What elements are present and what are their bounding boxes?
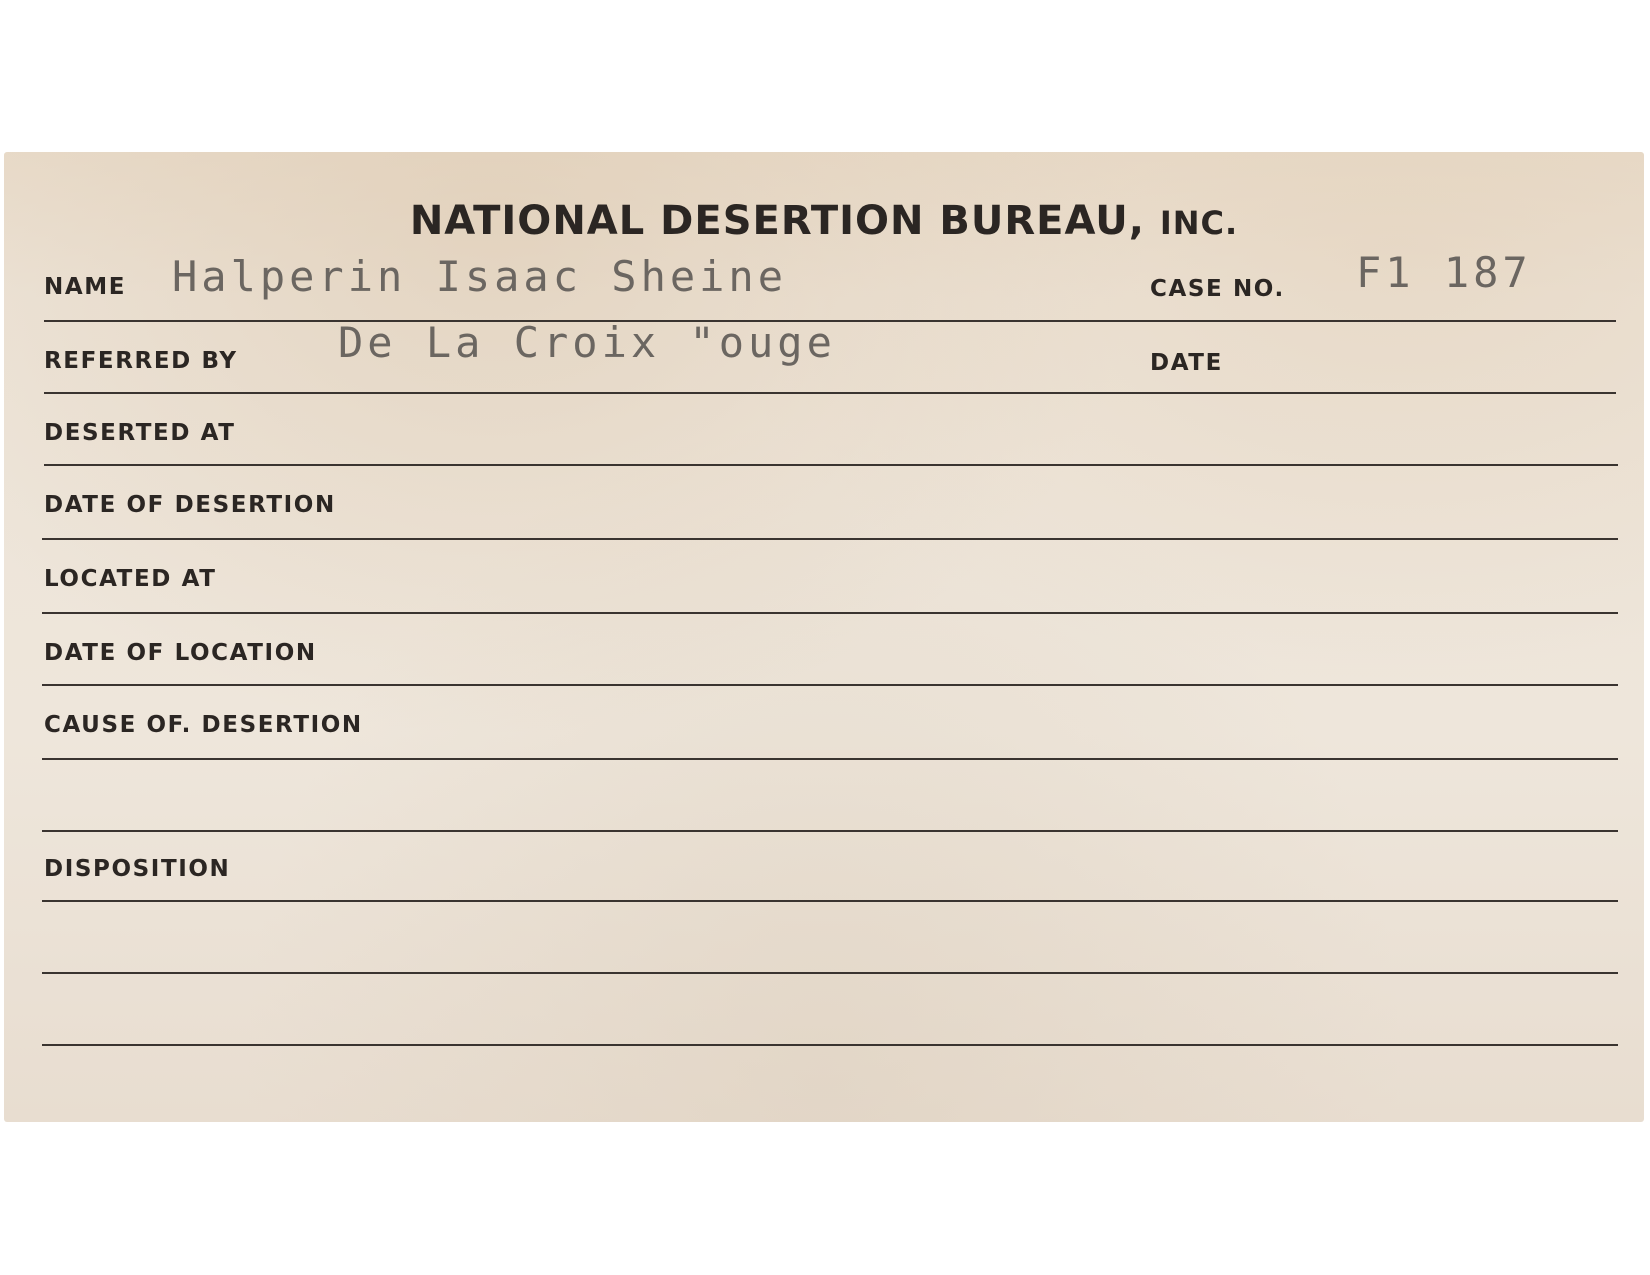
referred-by-line xyxy=(44,392,1616,394)
cause-of-desertion-line xyxy=(42,758,1618,760)
date-of-location-label: DATE OF LOCATION xyxy=(44,640,317,666)
disposition-label: DISPOSITION xyxy=(44,856,231,882)
referred-by-label: REFERRED BY xyxy=(44,348,238,374)
date-label: DATE xyxy=(1150,350,1223,376)
date-of-desertion-line xyxy=(42,538,1618,540)
card-title-main: NATIONAL DESERTION BUREAU, xyxy=(409,198,1145,244)
cause-of-desertion-label: CAUSE OF. DESERTION xyxy=(44,712,363,738)
date-of-location-line xyxy=(42,684,1618,686)
disposition-continuation-line-1 xyxy=(42,972,1618,974)
deserted-at-line xyxy=(44,464,1618,466)
located-at-line xyxy=(42,612,1618,614)
located-at-label: LOCATED AT xyxy=(44,566,217,592)
index-card xyxy=(4,152,1644,1122)
referred-by-value: De La Croix "ouge xyxy=(338,318,836,367)
card-title xyxy=(4,198,1644,244)
cause-of-desertion-continuation-line xyxy=(42,830,1618,832)
name-value: Halperin Isaac Sheine xyxy=(172,252,788,301)
name-label: NAME xyxy=(44,274,127,300)
card-title-suffix: INC. xyxy=(1159,204,1239,242)
disposition-continuation-line-2 xyxy=(42,1044,1618,1046)
disposition-line xyxy=(42,900,1618,902)
case-no-label: CASE NO. xyxy=(1150,276,1285,302)
date-of-desertion-label: DATE OF DESERTION xyxy=(44,492,336,518)
case-no-value: F1 187 xyxy=(1356,248,1532,297)
deserted-at-label: DESERTED AT xyxy=(44,420,236,446)
